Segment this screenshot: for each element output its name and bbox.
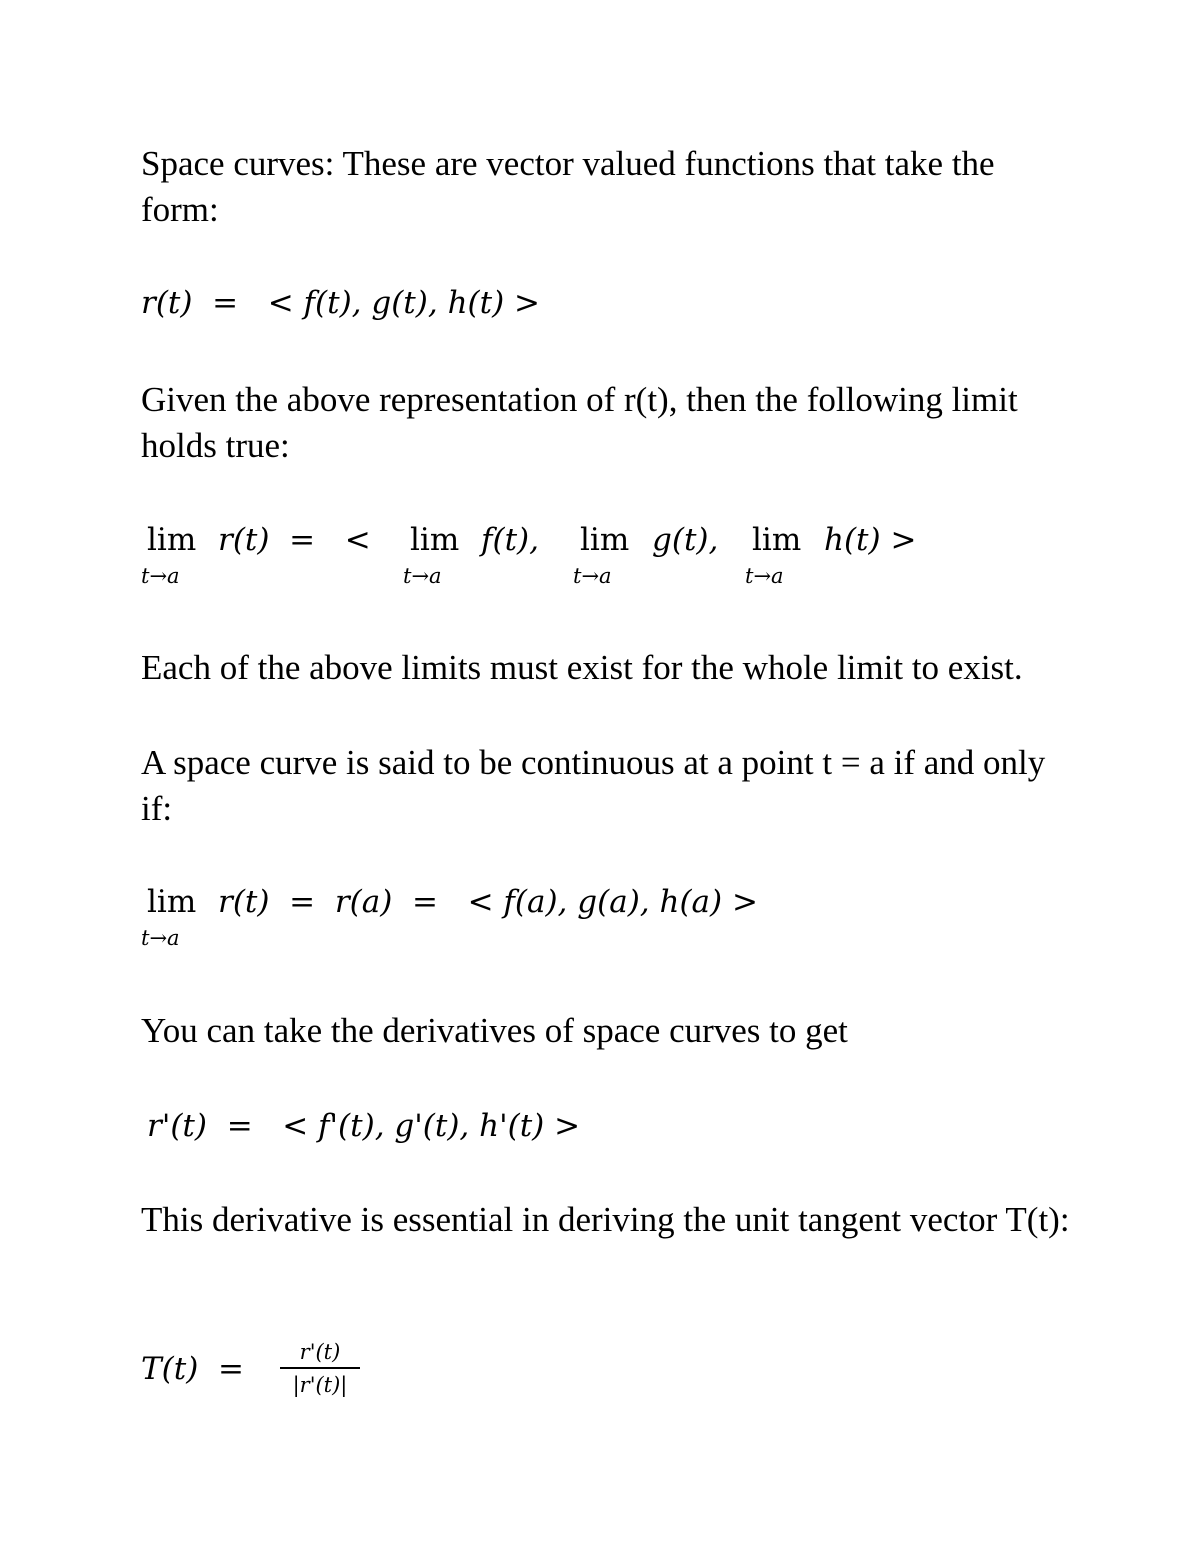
lim-subscript: t→a xyxy=(141,926,180,950)
fraction-bar xyxy=(280,1367,360,1369)
equation-derivative: r'(t) = < f'(t), g'(t), h'(t) > xyxy=(147,1108,581,1144)
equation-part: r(t) = r(a) = < f(a), g(a), h(a) > xyxy=(218,884,758,920)
lim-operator: lim xyxy=(580,522,630,558)
paragraph-continuity: A space curve is said to be continuous at a point t = a if and only if: xyxy=(141,743,1046,828)
lim-subscript: t→a xyxy=(573,564,612,588)
equation-part: g(t), xyxy=(652,522,719,558)
fraction-denominator: |r'(t)| xyxy=(292,1373,348,1397)
lim-operator: lim xyxy=(147,884,197,920)
equation-vector-form: r(t) = < f(t), g(t), h(t) > xyxy=(141,285,541,321)
paragraph-space-curves-intro: Space curves: These are vector valued functions that take the form: xyxy=(141,144,995,229)
lim-subscript: t→a xyxy=(745,564,784,588)
lim-subscript: t→a xyxy=(141,564,180,588)
lim-operator: lim xyxy=(752,522,802,558)
paragraph-derivatives: You can take the derivatives of space curves to get xyxy=(141,1011,848,1050)
fraction-numerator: r'(t) xyxy=(299,1340,341,1364)
equation-part: h(t) > xyxy=(824,522,917,558)
equation-part: f(t), xyxy=(481,522,539,558)
paragraph-limit-intro: Given the above representation of r(t), then the following limit holds true: xyxy=(141,380,1018,465)
paragraph-limits-exist: Each of the above limits must exist for the whole limit to exist. xyxy=(141,648,1023,687)
equation-part: r(t) = < xyxy=(218,522,371,558)
lim-operator: lim xyxy=(410,522,460,558)
lim-operator: lim xyxy=(147,522,197,558)
paragraph-unit-tangent: This derivative is essential in deriving the unit tangent vector T(t): xyxy=(141,1200,1070,1239)
lim-subscript: t→a xyxy=(403,564,442,588)
equation-lhs: T(t) = xyxy=(141,1351,245,1387)
